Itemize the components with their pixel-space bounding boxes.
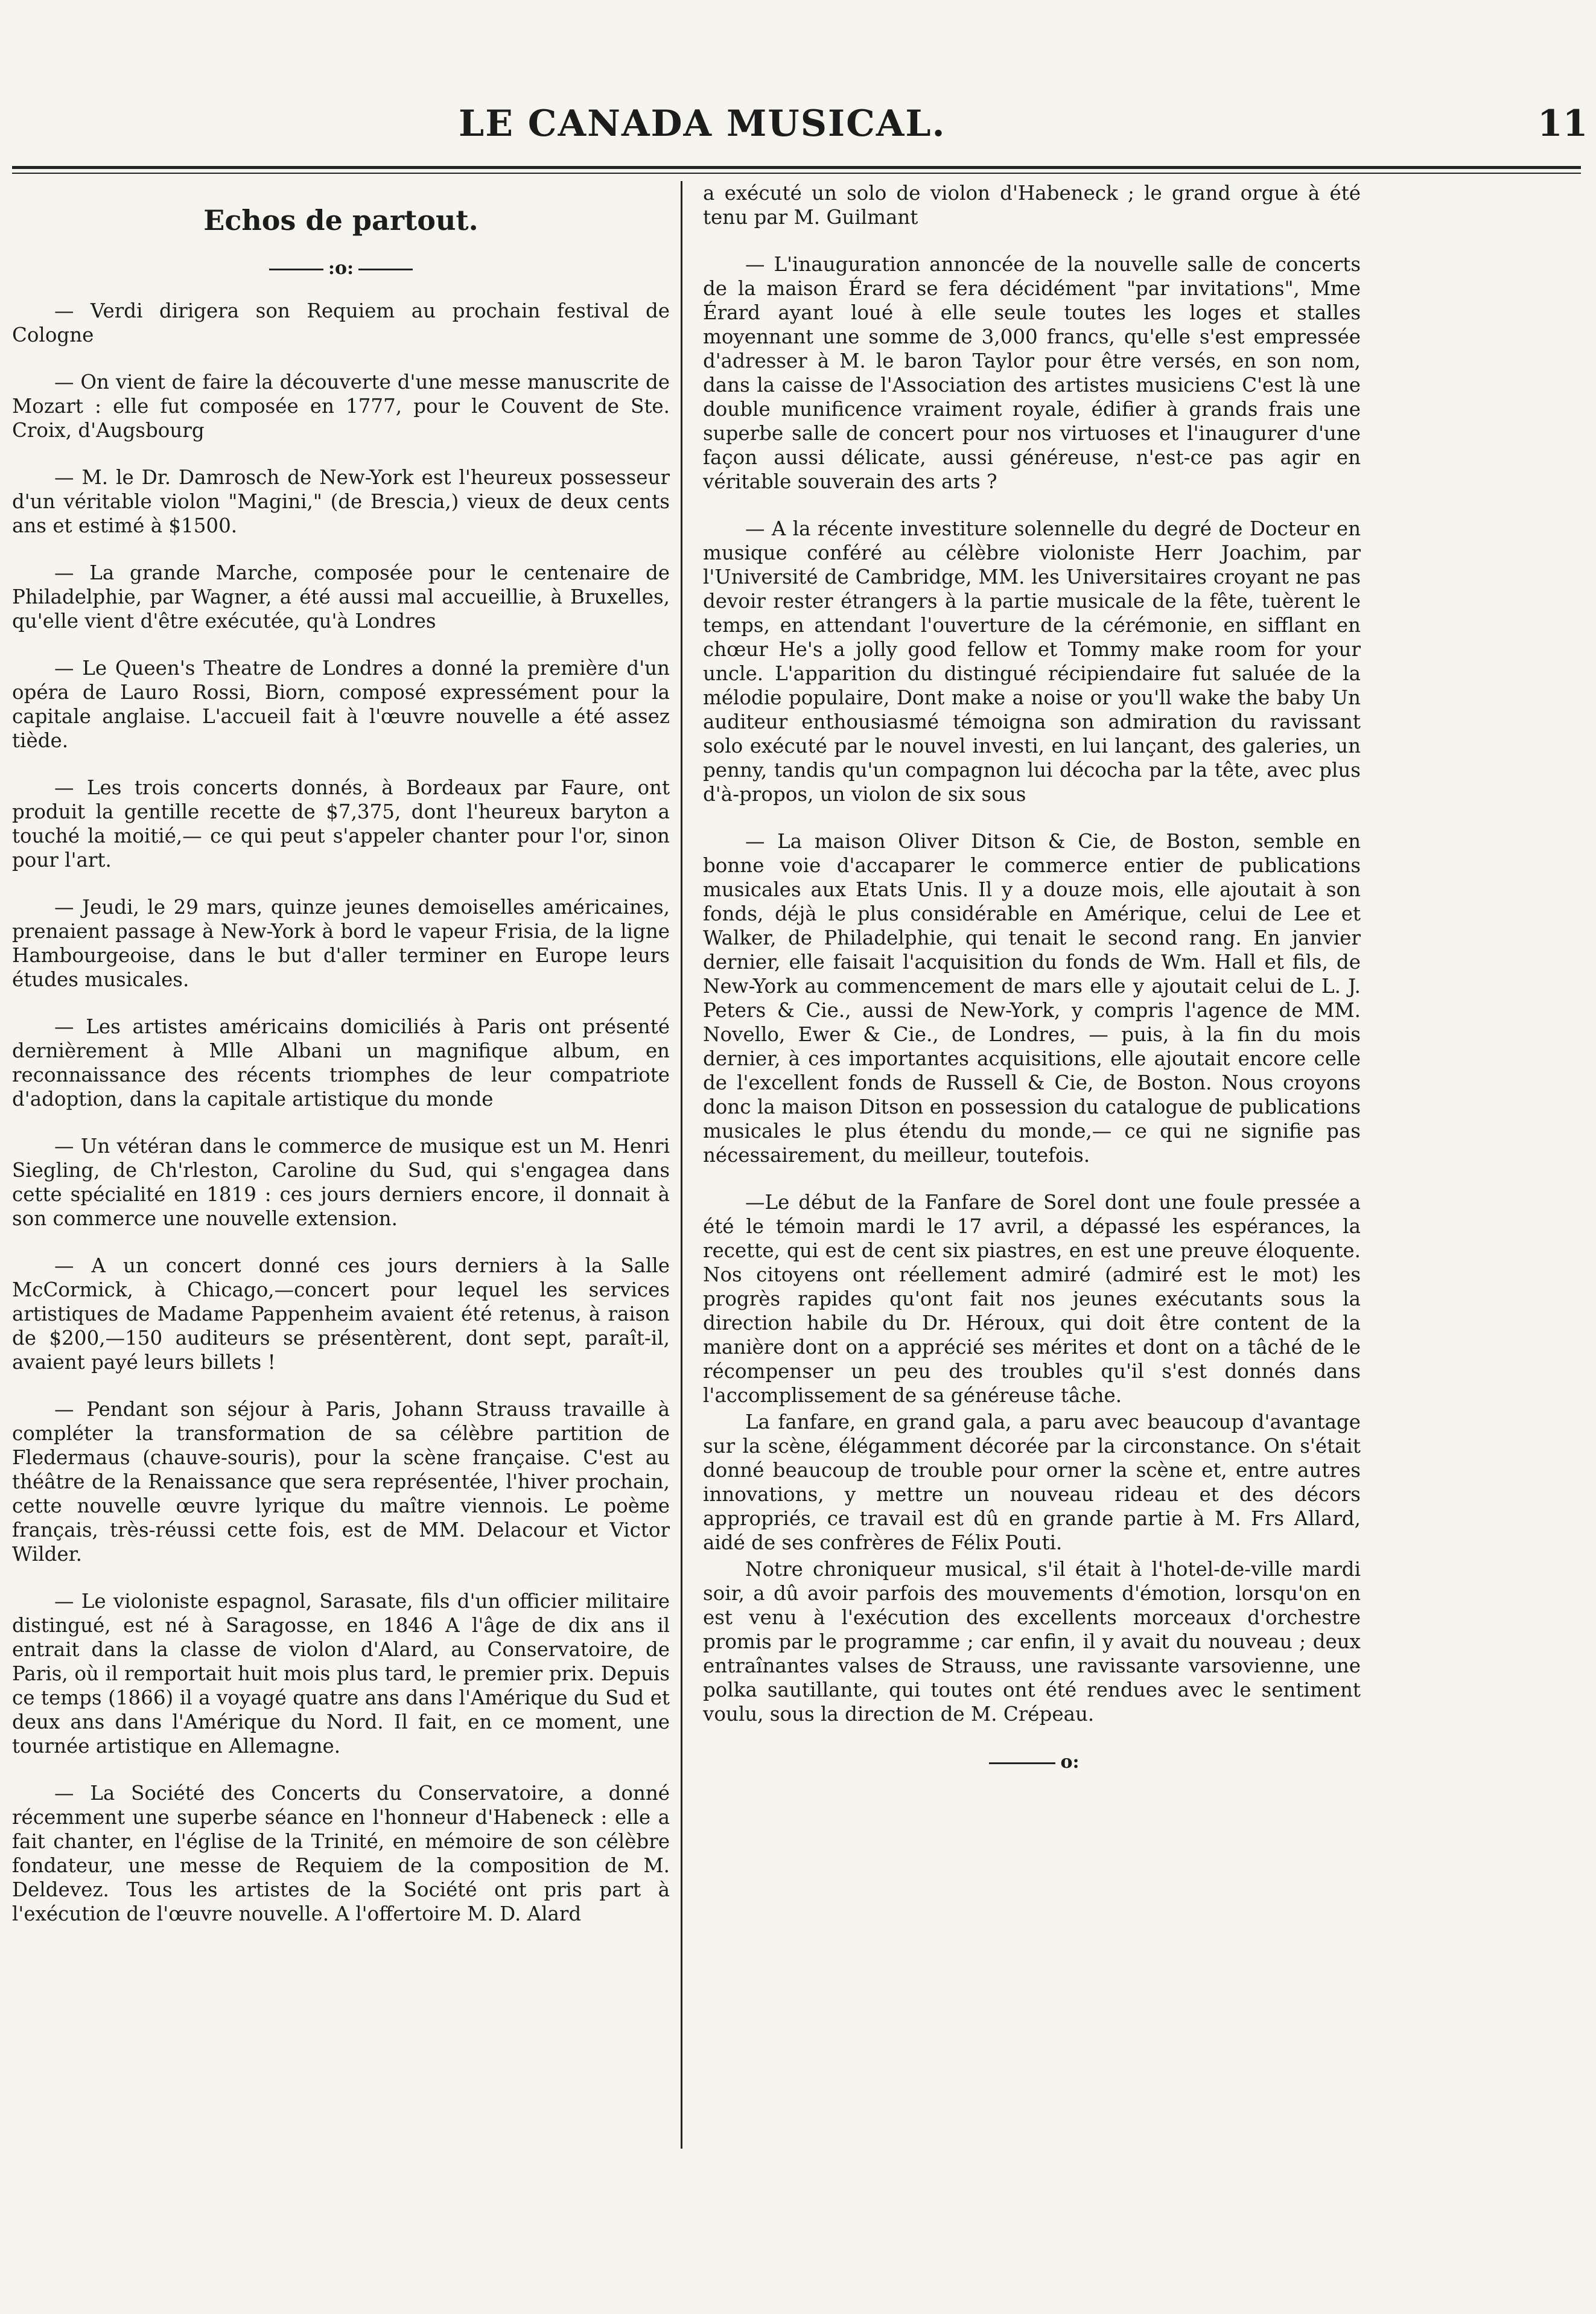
left-column bbox=[12, 181, 670, 1949]
news-item: — La Société des Concerts du Conservatoire, a donné récemment une superbe séance en l'honneur d'Habeneck : elle a fait chanter, en l'église de la Trinité, en mémoire de son célèbre fondateur, une messe de Requiem de la composition de M. Deldevez. Tous les artistes de la Société ont pris part à l'exécution de l'œuvre nouvelle. A l'offertoire M. D. Alard bbox=[12, 1782, 670, 1925]
news-item: — Verdi dirigera son Requiem au prochain festival de Cologne bbox=[12, 299, 670, 346]
news-item: — Un vétéran dans le commerce de musique est un M. Henri Siegling, de Ch'rleston, Caroline du Sud, qui s'engagea dans cette spécialité en 1819 : ces jours derniers encore, il donnait à son commerce une nouvelle extension. bbox=[12, 1135, 670, 1230]
news-item: — A un concert donné ces jours derniers à la Salle McCormick, à Chicago,—concert pour lequel les services artistiques de Madame Pappenheim avaient été retenus, à raison de $200,—150 auditeurs se présentèrent, dont sept, paraît-il, avaient payé leurs billets ! bbox=[12, 1254, 670, 1374]
news-item: — La maison Oliver Ditson & Cie, de Boston, semble en bonne voie d'accaparer le commerce entier de publications musicales aux Etats Unis. Il y a douze mois, elle ajoutait à son fonds, déjà le plus considérable en Amérique, celui de Lee et Walker, de Philadelphie, qui tenait le second rang. En janvier dernier, elle faisait l'acquisition du fonds de Wm. Hall et fils, de New-York au commencement de mars elle y ajoutait celui de L. J. Peters & Cie., aussi de New-York, y compris l'agence de MM. Novello, Ewer & Cie., de Londres, — puis, à la fin du mois dernier, à ces importantes acquisitions, elle ajoutait encore celle de l'excellent fonds de Russell & Cie, de Boston. Nous croyons donc la maison Ditson en possession du catalogue de publications musicales le plus étendu du monde,— ce qui ne signifie pas nécessairement, du meilleur, toutefois. bbox=[703, 830, 1361, 1167]
journal-title: LE CANADA MUSICAL. bbox=[459, 103, 946, 145]
news-item: — Les trois concerts donnés, à Bordeaux par Faure, ont produit la gentille recette de $7,375, dont l'heureux baryton a touché la moitié,— ce qui peut s'appeler chanter pour l'or, sinon pour l'art. bbox=[12, 776, 670, 872]
separator-ornament: :o: bbox=[12, 257, 670, 281]
news-item-paragraph: Notre chroniqueur musical, s'il était à l'hotel-de-ville mardi soir, a dû avoir parfois des mouvements d'émotion, lorsqu'on en est venu à l'exécution des excellents morceaux d'orchestre promis par le programme ; car enfin, il y avait du nouveau ; deux entraînantes valses de Strauss, une ravissante varsovienne, une polka sautillante, qui toutes ont été rendues avec le sentiment voulu, sous la direction de M. Crépeau. bbox=[703, 1558, 1361, 1726]
column-divider bbox=[681, 181, 682, 2149]
news-item: — A la récente investiture solennelle du degré de Docteur en musique conféré au célèbre violoniste Herr Joachim, par l'Université de Cambridge, MM. les Universitaires croyant ne pas devoir rester étrangers à la partie musicale de la fête, tuèrent le temps, en attendant l'ouverture de la cérémonie, en sifflant en chœur He's a jolly good fellow et Tommy make room for your uncle. L'apparition du distingué récipiendaire fut saluée de la mélodie populaire, Dont make a noise or you'll wake the baby Un auditeur enthousiasmé témoigna son admiration du ravissant solo exécuté par le nouvel investi, en lui lançant, des galeries, un penny, tandis qu'un compagnon lui décocha par la tête, avec plus d'à-propos, un violon de six sous bbox=[703, 517, 1361, 806]
news-item: —Le début de la Fanfare de Sorel dont une foule pressée a été le témoin mardi le 17 avril, a dépassé les espérances, la recette, qui est de cent six piastres, en est une preuve éloquente. Nos citoyens ont réellement admiré (admiré est le mot) les progrès rapides qu'ont fait nos jeunes exécutants sous la direction habile du Dr. Héroux, qui doit être content de la manière dont on a apprécié ses mérites et dont on a tâché de le récompenser un peu des troubles qu'il s'est donnés dans l'accomplissement de sa généreuse tâche. bbox=[703, 1191, 1361, 1407]
news-item-continuation: a exécuté un solo de violon d'Habeneck ; le grand orgue à été tenu par M. Guilmant bbox=[703, 182, 1361, 229]
news-item: — Le violoniste espagnol, Sarasate, fils d'un officier militaire distingué, est né à Saragosse, en 1846 A l'âge de dix ans il entrait dans la classe de violon d'Alard, au Conservatoire, de Paris, où il remportait huit mois plus tard, le premier prix. Depuis ce temps (1866) il a voyagé quatre ans dans l'Amérique du Sud et deux ans dans l'Amérique du Nord. Il fait, en ce moment, une tournée artistique en Allemagne. bbox=[12, 1590, 670, 1758]
news-item: — Jeudi, le 29 mars, quinze jeunes demoiselles américaines, prenaient passage à New-York à bord le vapeur Frisia, de la ligne Hambourgeoise, dans le but d'aller terminer en Europe leurs études musicales. bbox=[12, 896, 670, 991]
running-head bbox=[0, 91, 1596, 157]
news-item: — On vient de faire la découverte d'une messe manuscrite de Mozart : elle fut composée en 1777, pour le Couvent de Ste. Croix, d'Augsbourg bbox=[12, 371, 670, 442]
news-item: — Pendant son séjour à Paris, Johann Strauss travaille à compléter la transformation de sa célèbre partition de Fledermaus (chauve-souris), pour la scène française. C'est au théâtre de la Renaissance que sera représentée, l'hiver prochain, cette nouvelle œuvre lyrique du maître viennois. Le poème français, très-réussi cette fois, est de MM. Delacour et Victor Wilder. bbox=[12, 1398, 670, 1566]
news-item: — M. le Dr. Damrosch de New-York est l'heureux possesseur d'un véritable violon "Magini," (de Brescia,) vieux de deux cents ans et estimé à $1500. bbox=[12, 466, 670, 537]
page-number: 11 bbox=[1537, 103, 1588, 145]
news-item: — La grande Marche, composée pour le centenaire de Philadelphie, par Wagner, a été aussi mal accueillie, à Bruxelles, qu'elle vient d'être exécutée, qu'à Londres bbox=[12, 561, 670, 633]
right-column bbox=[703, 181, 1361, 1774]
header-rule bbox=[12, 166, 1581, 174]
section-title: Echos de partout. bbox=[203, 204, 478, 237]
end-ornament: o: bbox=[703, 1750, 1361, 1774]
news-item: — Les artistes américains domiciliés à Paris ont présenté dernièrement à Mlle Albani un magnifique album, en reconnaissance des récents triomphes de leur compatriote d'adoption, dans la capitale artistique du monde bbox=[12, 1015, 670, 1111]
news-item: — L'inauguration annoncée de la nouvelle salle de concerts de la maison Érard se fera décidément "par invitations", Mme Érard ayant loué à elle seule toutes les loges et stalles moyennant une somme de 3,000 francs, qu'elle s'est empressée d'adresser à M. le baron Taylor pour être versés, en son nom, dans la caisse de l'Association des artistes musiciens C'est là une double munificence vraiment royale, édifier à grands frais une superbe salle de concert pour nos virtuoses et l'inaugurer d'une façon aussi délicate, aussi généreuse, n'est-ce pas agir en véritable souverain des arts ? bbox=[703, 253, 1361, 493]
news-item: — Le Queen's Theatre de Londres a donné la première d'un opéra de Lauro Rossi, Biorn, composé expressément pour la capitale anglaise. L'accueil fait à l'œuvre nouvelle a été assez tiède. bbox=[12, 657, 670, 752]
news-item-paragraph: La fanfare, en grand gala, a paru avec beaucoup d'avantage sur la scène, élégamment décorée par la circonstance. On s'était donné beaucoup de trouble pour orner la scène et, entre autres innovations, y mettre un nouveau rideau et des décors appropriés, ce travail est dû en grande partie à M. Frs Allard, aidé de ses confrères de Félix Pouti. bbox=[703, 1410, 1361, 1554]
